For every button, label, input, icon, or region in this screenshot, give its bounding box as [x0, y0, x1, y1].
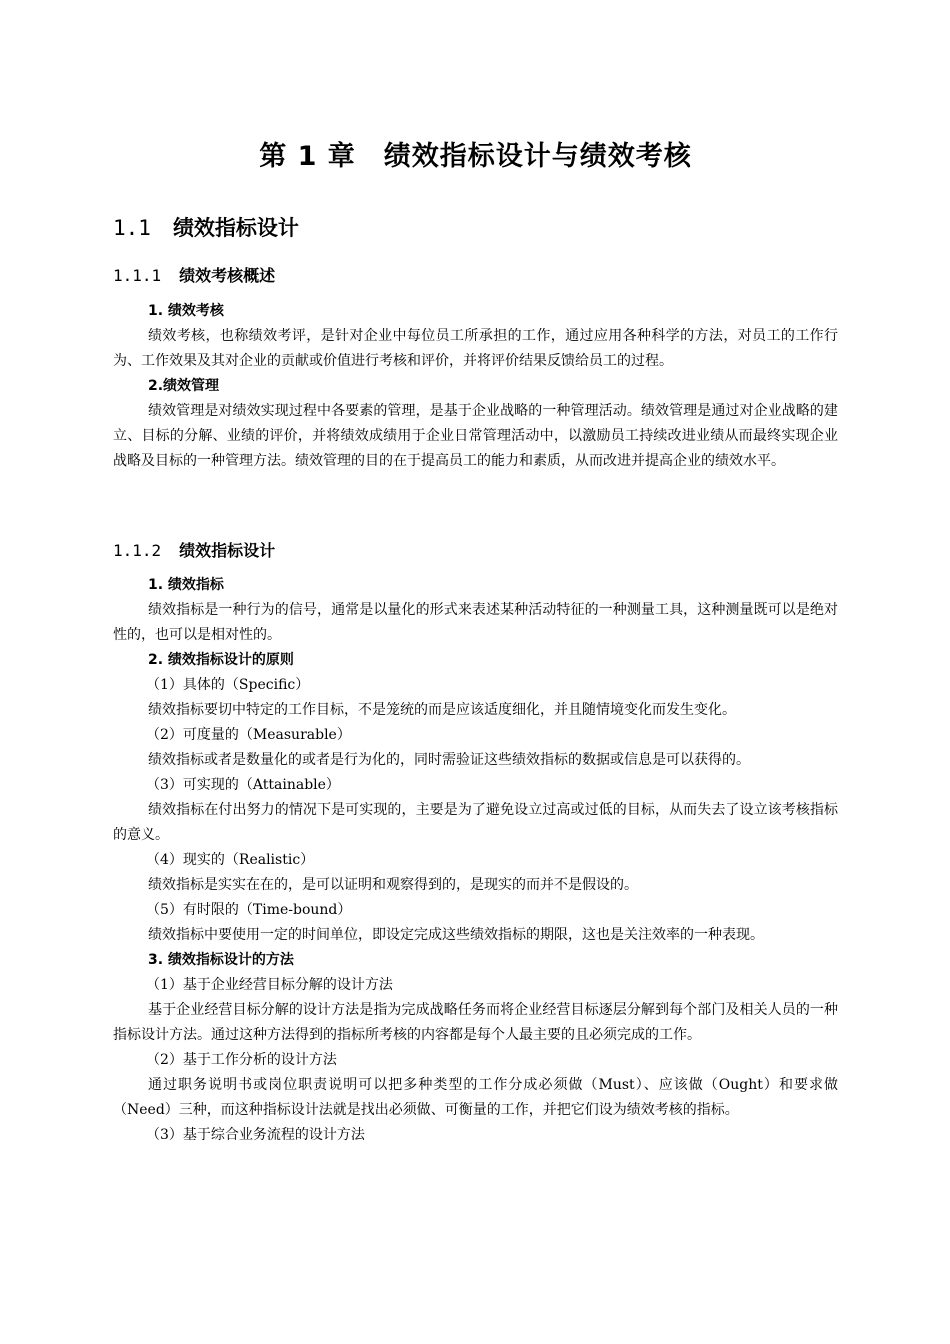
subsection-heading-2 [113, 538, 275, 561]
list-item: （4）现实的（Realistic） [146, 852, 315, 868]
paragraph: 绩效指标要切中特定的工作目标，不是笼统的而是应该适度细化，并且随情境变化而发生变化。 [148, 702, 736, 718]
list-item: （1）基于企业经营目标分解的设计方法 [146, 977, 393, 993]
subsection-number: 1.1.2 [113, 541, 162, 560]
paragraph: 绩效考核，也称绩效考评，是针对企业中每位员工所承担的工作，通过应用各种科学的方法，对员工的工作行为、工作效果及其对企业的贡献或价值进行考核和评价，并将评价结果反馈给员工的过程。 [113, 328, 838, 369]
section-title: 绩效指标设计 [172, 216, 299, 240]
subheading: 1. 绩效考核 [148, 303, 224, 319]
paragraph: 通过职务说明书或岗位职责说明可以把多种类型的工作分成必须做（Must）、应该做（Ought）和要求做（Need）三种，而这种指标设计法就是找出必须做、可衡量的工作，并把它们设为绩效考核的指标。 [113, 1077, 838, 1118]
list-item: （3）可实现的（Attainable） [146, 777, 340, 793]
subsection-heading-1 [113, 263, 275, 286]
subsection-title: 绩效指标设计 [179, 541, 276, 560]
subheading: 3. 绩效指标设计的方法 [148, 952, 294, 968]
subsection-title: 绩效考核概述 [179, 266, 276, 285]
list-item: （3）基于综合业务流程的设计方法 [146, 1127, 365, 1143]
list-item: （2）可度量的（Measurable） [146, 727, 351, 743]
list-item: （2）基于工作分析的设计方法 [146, 1052, 337, 1068]
subheading: 1. 绩效指标 [148, 577, 224, 593]
paragraph: 基于企业经营目标分解的设计方法是指为完成战略任务而将企业经营目标逐层分解到每个部门及相关人员的一种指标设计方法。通过这种方法得到的指标所考核的内容都是每个人最主要的且必须完成的工作。 [113, 1002, 838, 1043]
subsection-number: 1.1.1 [113, 266, 162, 285]
subheading: 2.绩效管理 [148, 378, 220, 394]
content-block-2 [113, 573, 838, 1148]
section-number: 1.1 [113, 216, 151, 240]
paragraph: 绩效指标或者是数量化的或者是行为化的，同时需验证这些绩效指标的数据或信息是可以获得的。 [148, 752, 750, 768]
paragraph: 绩效指标是实实在在的，是可以证明和观察得到的，是现实的而并不是假设的。 [148, 877, 638, 893]
chapter-title: 第 1 章 绩效指标设计与绩效考核 [259, 141, 692, 172]
paragraph: 绩效指标在付出努力的情况下是可实现的，主要是为了避免设立过高或过低的目标，从而失去了设立该考核指标的意义。 [113, 802, 838, 843]
content-block-1 [113, 299, 838, 474]
section-heading [113, 212, 299, 242]
paragraph: 绩效管理是对绩效实现过程中各要素的管理，是基于企业战略的一种管理活动。绩效管理是通过对企业战略的建立、目标的分解、业绩的评价，并将绩效成绩用于企业日常管理活动中，以激励员工持续改进业绩从而最终实现企业战略及目标的一种管理方法。绩效管理的目的在于提高员工的能力和素质，从而改进并提高企业的绩效水平。 [113, 403, 838, 469]
paragraph: 绩效指标是一种行为的信号，通常是以量化的形式来表述某种活动特征的一种测量工具，这种测量既可以是绝对性的，也可以是相对性的。 [113, 602, 838, 643]
subheading: 2. 绩效指标设计的原则 [148, 652, 294, 668]
paragraph: 绩效指标中要使用一定的时间单位，即设定完成这些绩效指标的期限，这也是关注效率的一种表现。 [148, 927, 764, 943]
list-item: （1）具体的（Specific） [146, 677, 310, 693]
list-item: （5）有时限的（Time-bound） [146, 902, 352, 918]
